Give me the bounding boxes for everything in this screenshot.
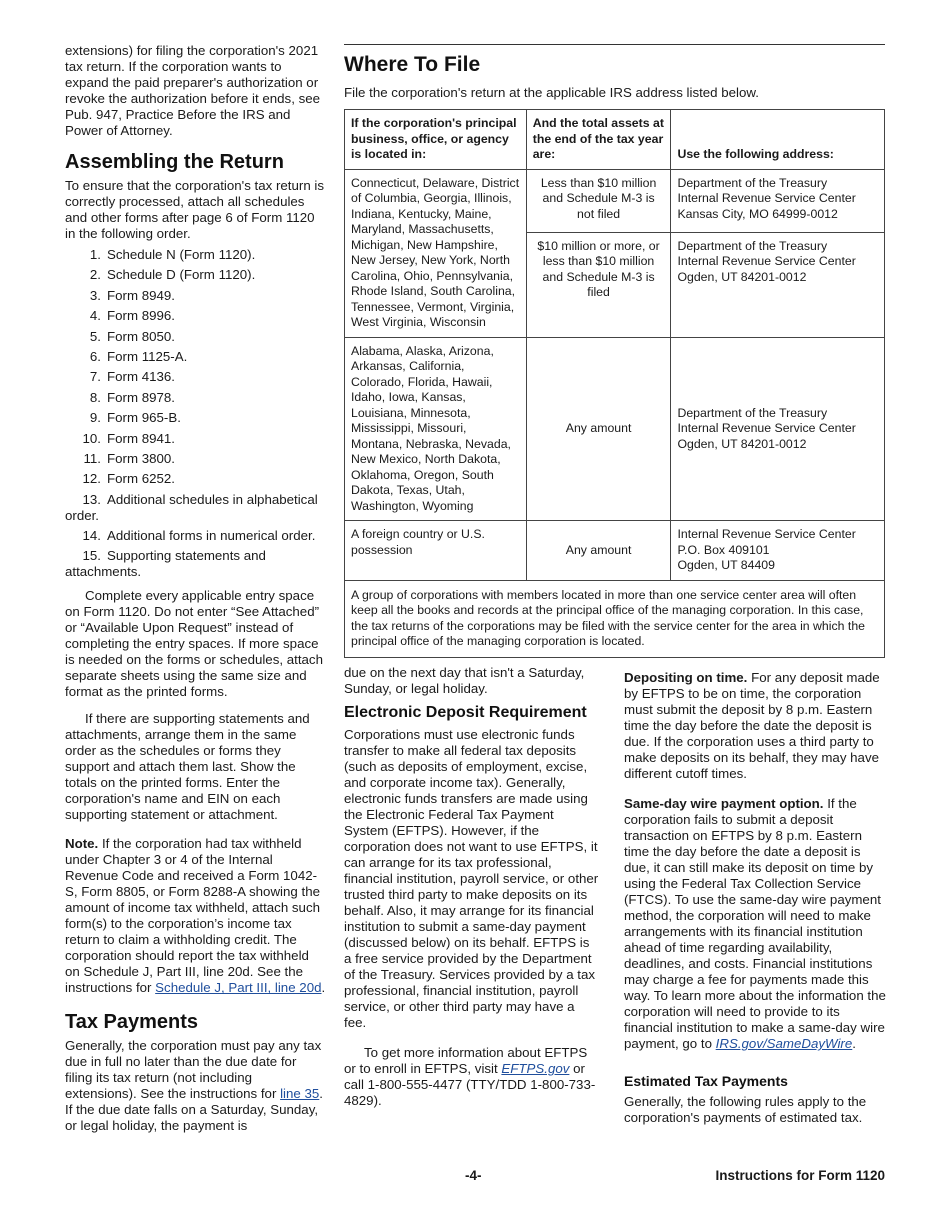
same-day-wire-link[interactable]: IRS.gov/SameDayWire [715,1036,853,1051]
list-item [65,349,327,365]
list-item-text: Form 8941. [107,430,175,446]
row1a-address-line1: Department of the Treasury [677,175,828,190]
list-item-number: 7. [89,369,101,385]
list-item-text: Form 3800. [107,450,175,466]
attachment-order-list [65,247,327,580]
list-item-number: 14. [82,528,101,544]
list-item-text: Form 8996. [107,308,175,324]
row1a-address-line3: Kansas City, MO 64999-0012 [677,206,838,221]
header-assets: And the total assets at the end of the tax year are: [526,110,671,170]
table-header-row [345,110,885,170]
where-to-file-table [344,109,885,658]
row1b-address-line1: Department of the Treasury [677,238,828,253]
row3-states: A foreign country or U.S. possession [345,521,527,581]
row1b-assets: $10 million or more, or less than $10 million and Schedule M-3 is filed [526,232,671,337]
list-item [65,390,327,406]
list-item-text: Form 965-B. [107,410,181,426]
note-text: If the corporation had tax withheld under Chapter 3 or 4 of the Internal Revenue Code and received a Form 1042-S, Form 8805, or Form 8288-A showing the amount of income tax withheld, attach such form(s) to the corporation’s income tax return to claim a withholding credit. The corporation should report the tax withheld on Schedule J, Part III, line 20d. See the instructions for [65,836,320,996]
eftps-text-end: or call 1-800-555-4477 (TTY/TDD 1-800-733-4829). [344,1061,596,1108]
list-item-number: 4. [89,308,101,324]
list-item [65,492,327,524]
note-label: Note. [65,836,99,852]
tax-payments-text-end: . If the due date falls on a Saturday, Sunday, or legal holiday, the payment is [65,1086,323,1134]
list-item [65,431,327,447]
row1a-address [671,169,885,232]
list-item [65,451,327,467]
table-row [345,521,885,581]
eftps-link[interactable]: EFTPS.gov [501,1061,570,1076]
row1a-address-line2: Internal Revenue Service Center [677,191,856,205]
list-item [65,369,327,385]
document-title: Instructions for Form 1120 [715,1168,885,1183]
row1b-address-line2: Internal Revenue Service Center [677,254,856,268]
list-item-number: 11. [83,450,101,466]
assembling-intro: To ensure that the corporation's tax return is correctly processed, attach all schedules and other forms after page 6 of Form 1120 in the following order. [65,178,325,241]
header-address: Use the following address: [671,110,885,170]
electronic-deposit-heading: Electronic Deposit Requirement [344,704,587,721]
table-row [345,337,885,521]
same-day-wire-text: If the corporation fails to submit a deposit transaction on EFTPS by 8 p.m. Eastern time the day before the date a deposit is due, it can still make its deposit on time by using the Federal Tax Collection Service (FTCS). To use the same-day wire payment method, the corporation will need to make arrangements with its financial institution ahead of time regarding availability, deadlines, and costs. Financial institutions may charge a fee for payments made this way. To learn more about the information the corporation will need to provide to its financial institution to make a same-day wire payment, go to [624,796,886,1051]
list-item [65,528,327,544]
list-item [65,288,327,304]
list-item-text: Form 6252. [107,471,175,487]
paid-preparer-continuation: extensions) for filing the corporation's 2021 tax return. If the corporation wants to expand the paid preparer's authorization or revoke the authorization before it ends, see Pub. 947, Practice Before the IRS and Power of Attorney. [65,43,321,138]
list-item [65,267,327,283]
list-item-number: 12. [82,471,101,487]
eftps-info-paragraph [344,1045,600,1109]
row1a-assets: Less than $10 million and Schedule M-3 is not filed [526,169,671,232]
list-item-text: Additional schedules in alphabetical order. [65,491,318,523]
depositing-on-time-text: For any deposit made by EFTPS to be on time, the corporation must submit the deposit by 8 p.m. Eastern time the day before the date the deposit is due. If the corporation uses a third party to make deposits on its behalf, they may have different cutoff times. [624,670,880,781]
line-35-link[interactable]: line 35 [280,1086,320,1102]
row2-states: Alabama, Alaska, Arizona, Arkansas, California, Colorado, Florida, Hawaii, Idaho, Iowa, Kansas, Louisiana, Minnesota, Mississippi, Missouri, Montana, Nebraska, Nevada, New Mexico, North Dakota, Oklahoma, Oregon, South Dakota, Texas, Utah, Washington, Wyoming [345,337,527,521]
list-item-number: 2. [89,267,101,283]
row2-address [671,337,885,521]
list-item-text: Additional forms in numerical order. [107,528,316,544]
supporting-statements-paragraph: If there are supporting statements and attachments, arrange them in the same order as the schedules or forms they support and attach them last. Show the totals on the printed forms. Enter the corporation's name and EIN on each supporting statement or attachment. [65,711,310,823]
tax-payments-text: Generally, the corporation must pay any tax due in full no later than the due date for filing its tax return (not including extensions). See the instructions for [65,1038,322,1102]
right-column [624,670,886,1137]
estimated-tax-paragraph: Generally, the following rules apply to the corporation's payments of estimated tax. [624,1094,867,1125]
where-to-file-heading: Where To File [344,53,481,76]
row2-assets: Any amount [526,337,671,521]
electronic-deposit-paragraph: Corporations must use electronic funds transfer to make all federal tax deposits (such as deposits of employment, excise, and corporate income tax). Generally, electronic funds transfers are made using the Electronic Federal Tax Payment System (EFTPS). However, if the corporation does not want to use EFTPS, it can arrange for its tax professional, financial institution, payroll service, or other trusted third party to make deposits on its behalf. Also, it may arrange for its financial institution to submit a same-day payment (discussed below) on its behalf. EFTPS is a free service provided by the Department of the Treasury. Services provided by a tax professional, financial institution, payroll service, or other third party may have a fee. [344,727,599,1030]
tax-payments-paragraph [65,1038,327,1134]
list-item-number: 15. [82,548,101,564]
list-item [65,329,327,345]
list-item [65,247,327,263]
where-to-file-intro: File the corporation's return at the applicable IRS address listed below. [344,85,759,100]
row3-address-line1: Internal Revenue Service Center [677,527,856,541]
complete-entry-paragraph: Complete every applicable entry space on Form 1120. Do not enter “See Attached” or “Available Upon Request” instead of completing the entry spaces. If more space is needed on the forms or schedules, attach separate sheets using the same size and format as the printed forms. [65,588,323,700]
list-item-text: Schedule D (Form 1120). [107,267,256,283]
left-column [65,43,327,1145]
assembling-return-heading: Assembling the Return [65,151,284,173]
list-item-text: Form 8978. [107,389,175,405]
row1b-address [671,232,885,337]
note-paragraph [65,836,327,996]
table-row [345,169,885,232]
row3-address-line3: Ogden, UT 84409 [677,558,775,572]
list-item-number: 13. [82,491,101,507]
row1b-address-line3: Ogden, UT 84201-0012 [677,269,807,284]
list-item-text: Form 8949. [107,287,175,303]
list-item-text: Form 1125-A. [107,348,188,364]
list-item-number: 6. [89,348,101,364]
depositing-on-time-label: Depositing on time. [624,670,748,685]
list-item-number: 1. [89,247,101,262]
section-rule [344,44,885,45]
list-item-text: Supporting statements and attachments. [65,548,266,580]
eftps-text: To get more information about EFTPS or to enroll in EFTPS, visit [344,1045,588,1076]
list-item-number: 8. [89,389,101,405]
header-location: If the corporation's principal business, office, or agency is located in: [345,110,527,170]
list-item [65,471,327,487]
list-item-number: 9. [89,410,101,426]
row3-address-line2: P.O. Box 409101 [677,542,770,557]
note-end: . [321,980,326,996]
row2-address-line2: Internal Revenue Service Center [677,421,856,435]
row2-address-line3: Ogden, UT 84201-0012 [677,436,807,451]
depositing-on-time-paragraph [624,670,886,782]
row3-assets: Any amount [526,521,671,581]
where-to-file-section [344,44,885,658]
row2-address-line1: Department of the Treasury [677,405,828,420]
schedule-j-link[interactable]: Schedule J, Part III, line 20d [155,980,322,996]
list-item-number: 5. [89,328,101,344]
list-item [65,308,327,324]
tax-payments-continuation: due on the next day that isn't a Saturday, Sunday, or legal holiday. [344,665,585,696]
page-number: -4- [465,1168,482,1183]
table-note: A group of corporations with members located in more than one service center area will often keep all the books and records at the principal office of the managing corporation. In this case, the tax returns of the corporations may be filed with the service center for the area in which the principal office of the managing corporation is located. [345,580,885,657]
list-item-number: 10. [82,430,101,446]
tax-payments-heading: Tax Payments [65,1011,199,1034]
row3-address [671,521,885,581]
same-day-wire-paragraph [624,796,886,1052]
same-day-wire-end: . [852,1036,856,1051]
middle-column [344,665,600,1120]
list-item [65,410,327,426]
list-item-text: Form 8050. [107,328,175,344]
list-item-text: Schedule N (Form 1120). [107,247,256,262]
same-day-wire-label: Same-day wire payment option. [624,796,824,811]
list-item-text: Form 4136. [107,369,175,385]
estimated-tax-heading: Estimated Tax Payments [624,1073,788,1089]
table-note-row [345,580,885,657]
list-item-number: 3. [89,287,101,303]
list-item [65,548,327,580]
row1-states: Connecticut, Delaware, District of Columbia, Georgia, Illinois, Indiana, Kentucky, Maine, Maryland, Massachusetts, Michigan, New Hampshire, New Jersey, New York, North Carolina, Ohio, Pennsylvania, Rhode Island, South Carolina, Tennessee, Vermont, Virginia, West Virginia, Wisconsin [345,169,527,337]
